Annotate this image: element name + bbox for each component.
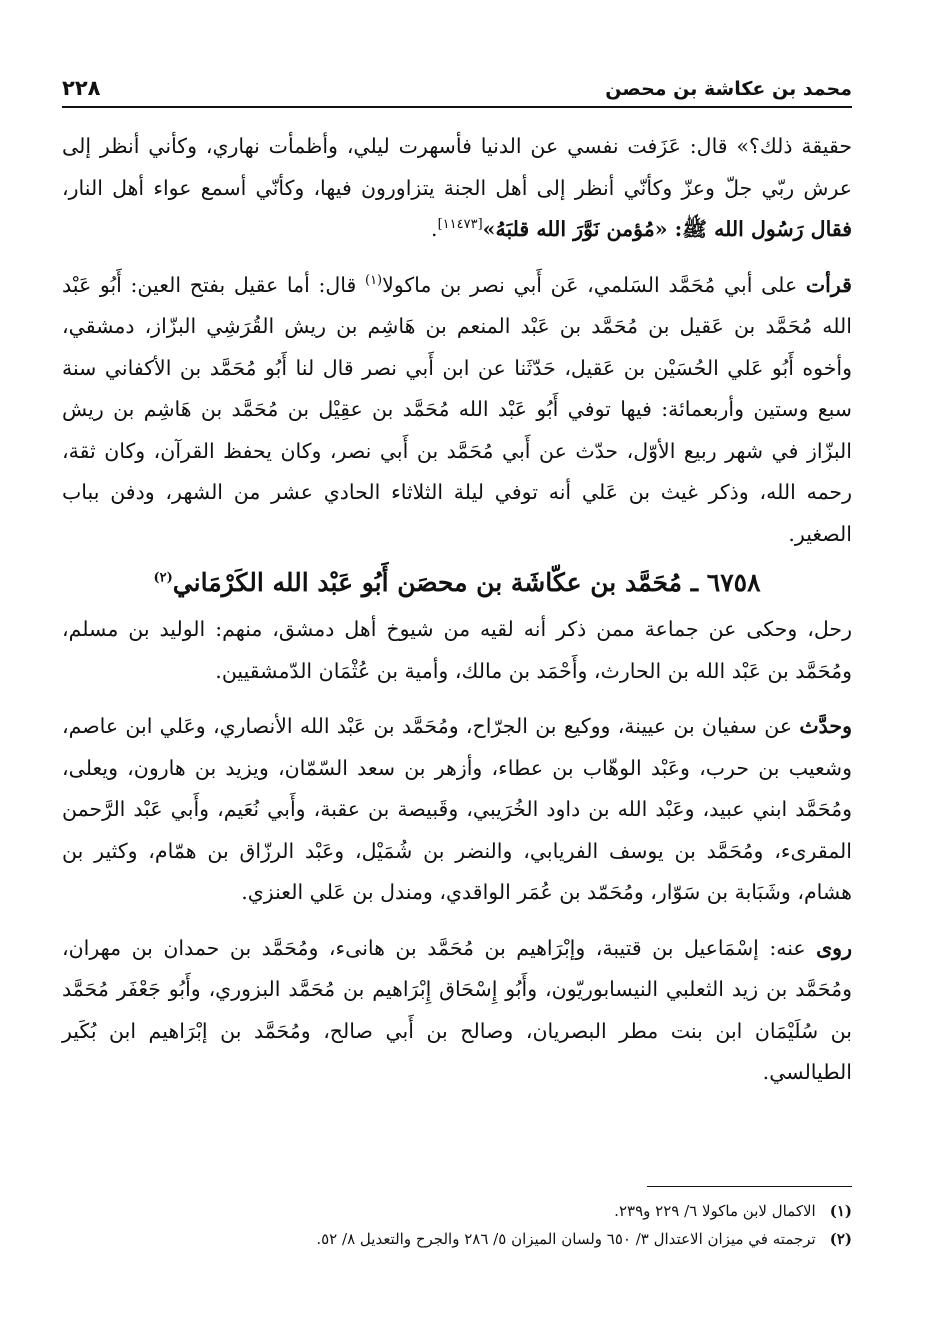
footnote-marker-1[interactable]: (١)	[364, 272, 383, 288]
footnote-text: ترجمته في ميزان الاعتدال ٣/ ٦٥٠ ولسان الميزان ٥/ ٢٨٦ والجرح والتعديل ٨/ ٥٢.	[316, 1230, 816, 1248]
hadith-reference: [١١٤٧٣]	[437, 217, 483, 233]
footnote-text: الاكمال لابن ماكولا ٦/ ٢٢٩ و٢٣٩.	[614, 1202, 816, 1220]
hadith-quote: فقال رَسُول الله ﷺ: «مُؤمن نَوَّرَ الله قلبَهُ»	[482, 217, 852, 241]
keyword-haddatha: وحدَّث	[799, 714, 852, 738]
paragraph-students	[62, 928, 852, 1094]
keyword-qaraat: قرأت	[805, 272, 852, 297]
paragraph-aqil	[62, 265, 852, 556]
footnote-1	[62, 1197, 852, 1225]
footnote-number: (١)	[829, 1202, 852, 1220]
entry-title	[62, 557, 852, 609]
running-title: محمد بن عكاشة بن محصن	[605, 78, 852, 100]
footnote-2	[62, 1225, 852, 1253]
page-number: ٢٢٨	[62, 76, 101, 100]
paragraph-text: حقيقة ذلك؟» قال: عَزَفت نفسي عن الدنيا فأسهرت ليلي، وأظمأت نهاري، وكأني أنظر إلى عرش ربّي جلّ وعزّ وكأنّي أنظر إلى أهل الجنة يتزاورون فيها، وكأنّي أسمع عواء أهل النار،	[62, 134, 852, 200]
page-header	[62, 62, 852, 108]
paragraph-intro: رحل، وحكى عن جماعة ممن ذكر أنه لقيه من شيوخ أهل دمشق، منهم: الوليد بن مسلم، ومُحَمَّد بن عَبْد الله بن الحارث، وأَحْمَد بن مالك، وأمية بن عُثْمَان الدّمشقيين.	[62, 617, 852, 683]
paragraph-teachers	[62, 706, 852, 914]
footnote-marker-2[interactable]: (٢)	[153, 570, 173, 586]
footnote-number: (٢)	[829, 1230, 852, 1248]
footnote-divider	[647, 1186, 852, 1187]
entry-title-text: ٦٧٥٨ ـ مُحَمَّد بن عكّاشَة بن محصَن أَبُو عَبْد الله الكَرْمَاني	[172, 568, 761, 597]
paragraph-text: قال: أما عقيل بفتح العين: أَبُو عَبْد الله مُحَمَّد بن عَقيل بن مُحَمَّد بن عَبْد المنعم بن هَاشِم بن ريش القُرَشِي البزّاز، دمشقي، وأخوه أَبُو عَلي الحُسَيْن بن عَقيل، حَدّثَنا عن ابن أَبي نصر قال لنا أَبُو مُحَمَّد بن الأكفاني سنة سبع وستين وأربعمائة: فيها توفي أَبُو عَبْد الله مُحَمَّد بن عقِيْل بن مُحَمَّد بن هَاشِم بن ريش البزّاز في شهر ربيع الأوّل، حدّث عن أَبي مُحَمَّد بن أَبي نصر، وكان يحفظ القرآن، وكان ثقة، رحمه الله، وذكر غيث بن عَلي أنه توفي ليلة الثلاثاء الحادي عشر من الشهر، ودفن بباب الصغير.	[62, 272, 852, 546]
paragraph-hadith-continuation: حقيقة ذلك؟» قال: عَزَفت نفسي عن الدنيا فأسهرت ليلي، وأظمأت نهاري، وكأني أنظر إلى عرش ربّي جلّ وعزّ وكأنّي أنظر إلى أهل الجنة يتزاورون فيها، وكأنّي أسمع عواء أهل النار، فقال رَسُول الله ﷺ: «مُؤمن نَوَّرَ الله قلبَهُ»[١١٤٧٣].	[62, 134, 852, 241]
paragraph-text: على أبي مُحَمَّد السَلمي، عَن أَبي نصر بن ماكولا	[382, 272, 798, 297]
paragraph-text: عنه: إسْمَاعيل بن قتيبة، وإبْرَاهيم بن مُحَمَّد بن هانىء، ومُحَمَّد بن حمدان بن مهران، ومُحَمَّد بن زيد الثعلبي النيسابوريّون، وأَبُو إِسْحَاق إِبْرَاهيم بن مُحَمَّد البزوري، وأَبُو جَعْفَر مُحَمَّد بن سُلَيْمَان ابن بنت مطر البصريان، وصالح بن أَبي صالح، ومُحَمَّد بن إبْرَاهيم ابن بُكَير الطيالسي.	[62, 935, 852, 1084]
footnotes	[62, 1186, 852, 1253]
page-body	[62, 126, 852, 1094]
paragraph-text: عن سفيان بن عيينة، ووكيع بن الجرّاح، ومُحَمَّد بن عَبْد الله الأنصاري، وعَلي ابن عاصم، وشعيب بن حرب، وعَبْد الوهّاب بن عطاء، وأزهر بن سعد السّمّان، ويزيد بن هارون، ويعلى، ومُحَمَّد ابني عبيد، وعَبْد الله بن داود الخُرَيبي، وقَبيصة بن عقبة، وأَبي نُعَيم، وأَبي عَبْد الرَّحمن المقرىء، ومُحَمَّد بن يوسف الفريابي، والنضر بن شُمَيْل، وعَبْد الرزّاق بن همّام، وكثير بن هشام، وشَبَابة بن سَوّار، ومُحَمّد بن عُمَر الواقدي، ومندل بن عَلي العنزي.	[62, 714, 852, 904]
keyword-rawa: روى	[816, 935, 852, 960]
